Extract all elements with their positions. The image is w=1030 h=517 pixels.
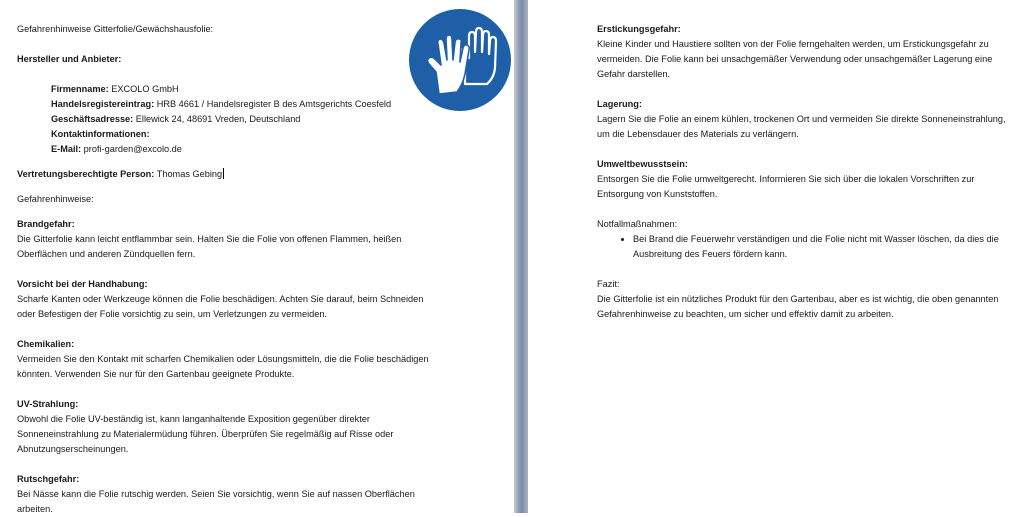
- manufacturer-heading: Hersteller und Anbieter:: [17, 54, 122, 64]
- section-uv-strahlung: UV-Strahlung: Obwohl die Folie UV-beständig ist, kann langanhaltende Exposition gegenüber direkter Sonneneinstrahlung zu Materialermüdung führen. Überprüfen Sie regelmäßig auf Risse oder Abnutzungserscheinungen.: [17, 399, 394, 454]
- company-details: [17, 82, 437, 157]
- section-notfallmassnahmen: Notfallmaßnahmen: • Bei Brand die Feuerwehr verständigen und die Folie nicht mit Wasser löschen, da dies die Ausbreitung des Feuers fördern kann.: [597, 217, 1027, 262]
- section-brandgefahr: Brandgefahr: Die Gitterfolie kann leicht entflammbar sein. Halten Sie die Folie von offenen Flammen, heißen Oberflächen und anderen Zündquellen fern.: [17, 219, 402, 259]
- company-name: Firmenname: EXCOLO GmbH: [51, 84, 179, 94]
- section-fazit: Fazit: Die Gitterfolie ist ein nützliches Produkt für den Gartenbau, aber es ist wichtig, die oben genannten Gefahrenhinweise zu beachten, um sicher und effektiv damit zu arbeiten.: [597, 279, 999, 319]
- section-handhabung: Vorsicht bei der Handhabung: Scharfe Kanten oder Werkzeuge können die Folie beschädigen. Achten Sie darauf, beim Schneiden oder Befestigen der Folie vorsichtig zu sein, um Verletzungen zu vermeiden.: [17, 279, 424, 319]
- section-chemikalien: Chemikalien: Vermeiden Sie den Kontakt mit scharfen Chemikalien oder Lösungsmitteln, die die Folie beschädigen könnten. Verwenden Sie nur für den Gartenbau geeignete Produkte.: [17, 339, 429, 379]
- representative-line[interactable]: Vertretungsberechtigte Person: Thomas Gebing: [17, 169, 223, 179]
- section-erstickungsgefahr: Erstickungsgefahr: Kleine Kinder und Haustiere sollten von der Folie ferngehalten werden, um Erstickungsgefahr zu vermeiden. Die Folie kann bei unsachgemäßer Verwendung oder unsachgemäßer Lagerung eine Gefahr darstellen.: [597, 24, 993, 79]
- text-cursor: [223, 168, 224, 179]
- hazards-heading: Gefahrenhinweise:: [17, 194, 94, 204]
- right-page-content: [597, 22, 1027, 322]
- page-divider: [514, 0, 528, 513]
- list-item: • Bei Brand die Feuerwehr verständigen und die Folie nicht mit Wasser löschen, da dies die Ausbreitung des Feuers fördern kann.: [633, 232, 1027, 262]
- section-rutschgefahr: Rutschgefahr: Bei Nässe kann die Folie rutschig werden. Seien Sie vorsichtig, wenn Sie auf nassen Oberflächen arbeiten.: [17, 474, 415, 514]
- left-page-content: [17, 22, 437, 517]
- email-line: E-Mail: profi-garden@excolo.de: [51, 144, 182, 154]
- register-entry: Handelsregistereintrag: HRB 4661 / Handelsregister B des Amtsgerichts Coesfeld: [51, 99, 392, 109]
- document-title: Gefahrenhinweise Gitterfolie/Gewächshausfolie:: [17, 24, 214, 34]
- section-umweltbewusstsein: Umweltbewusstsein: Entsorgen Sie die Folie umweltgerecht. Informieren Sie sich über die lokalen Vorschriften zur Entsorgung von Kunststoffen.: [597, 159, 975, 199]
- section-lagerung: Lagerung: Lagern Sie die Folie an einem kühlen, trockenen Ort und vermeiden Sie direkte Sonneneinstrahlung, um die Lebensdauer des Materials zu verlängern.: [597, 99, 1006, 139]
- contact-heading: Kontaktinformationen:: [51, 129, 150, 139]
- business-address: Geschäftsadresse: Ellewick 24, 48691 Vreden, Deutschland: [51, 114, 301, 124]
